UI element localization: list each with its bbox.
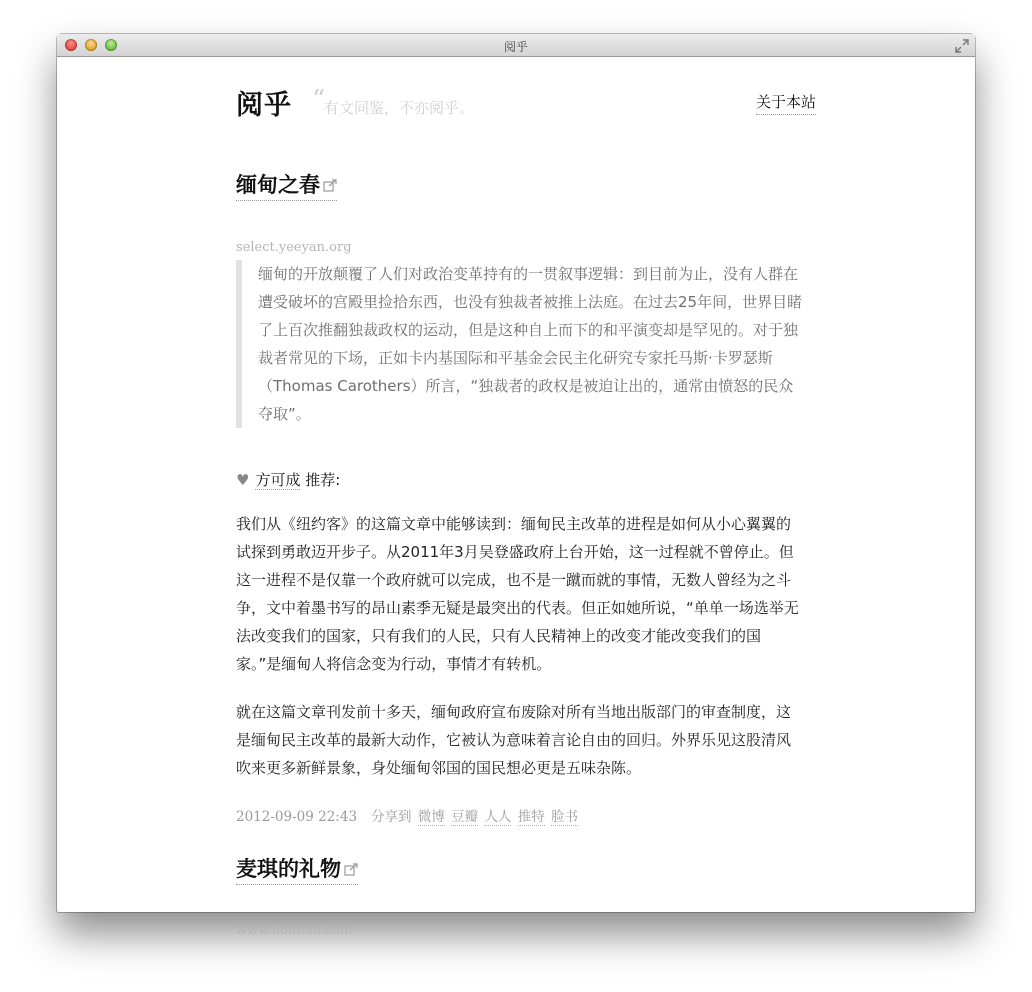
post-date: 2012-09-09 22:43 [236,809,358,825]
site-slogan: 有文同鉴，不亦阅乎。 [324,99,475,117]
post-title: 缅甸之春 [236,173,320,197]
share-renren-link[interactable]: 人人 [484,809,512,825]
page-content [57,57,975,938]
recommend-label: 推荐: [300,471,341,489]
recommendation [236,469,340,490]
quote-mark: “ [312,85,326,115]
post-title-link[interactable] [236,169,337,201]
post-domain: www.douban.com [236,923,353,938]
external-link-icon [323,173,337,197]
post-title-link[interactable] [236,853,358,885]
title-bar [57,34,975,57]
post-paragraph: 就在这篇文章刊发前十多天，缅甸政府宣布废除对所有当地出版部门的审查制度，这是缅甸民主改革的最新大动作，它被认为意味着言论自由的回归。外界乐见这股清风吹来更多新鲜景象，身处缅甸邻国的国民想必更是五味杂陈。 [236,703,792,777]
post-title: 麦琪的礼物 [236,857,341,881]
post-meta [236,805,578,825]
share-douban-link[interactable]: 豆瓣 [451,809,479,825]
share-label: 分享到 [371,809,412,825]
about-link[interactable]: 关于本站 [756,91,816,115]
recommender-link[interactable]: 方可成 [255,471,301,489]
window-title: 阅乎 [503,40,528,54]
fullscreen-icon[interactable] [955,38,969,52]
share-twitter-link[interactable]: 推特 [517,809,545,825]
heart-icon: ♥ [236,471,250,489]
post-domain: select.yeeyan.org [236,240,352,255]
external-link-icon [344,857,358,881]
browser-window [57,34,975,938]
share-facebook-link[interactable]: 脸书 [551,809,579,825]
post-paragraph: 我们从《纽约客》的这篇文章中能够读到：缅甸民主改革的进程是如何从小心翼翼的试探到勇敢迈开步子。从2011年3月吴登盛政府上台开始，这一过程就不曾停止。但这一进程不是仅靠一个政府就可以完成，也不是一蹴而就的事情，无数人曾经为之斗争，文中着墨书写的昂山素季无疑是最突出的代表。但正如她所说，“单单一场选举无法改变我们的国家，只有我们的人民，只有人民精神上的改变才能改变我们的国家。”是缅甸人将信念变为行动，事情才有转机。 [236,515,799,673]
share-weibo-link[interactable]: 微博 [417,809,445,825]
post-excerpt: 缅甸的开放颠覆了人们对政治变革持有的一贯叙事逻辑：到目前为止，没有人群在遭受破坏的宫殿里捡拾东西，也没有独裁者被推上法庭。在过去25年间，世界目睹了上百次推翻独裁政权的运动，但是这种自上而下的和平演变却是罕见的。对于独裁者常见的下场，正如卡内基国际和平基金会民主化研究专家托马斯·卡罗瑟斯（Thomas Carothers）所言，“独裁者的政权是被迫让出的，通常由愤怒的民众夺取”。 [236,260,803,428]
site-logo[interactable]: 阅乎 [236,90,292,121]
